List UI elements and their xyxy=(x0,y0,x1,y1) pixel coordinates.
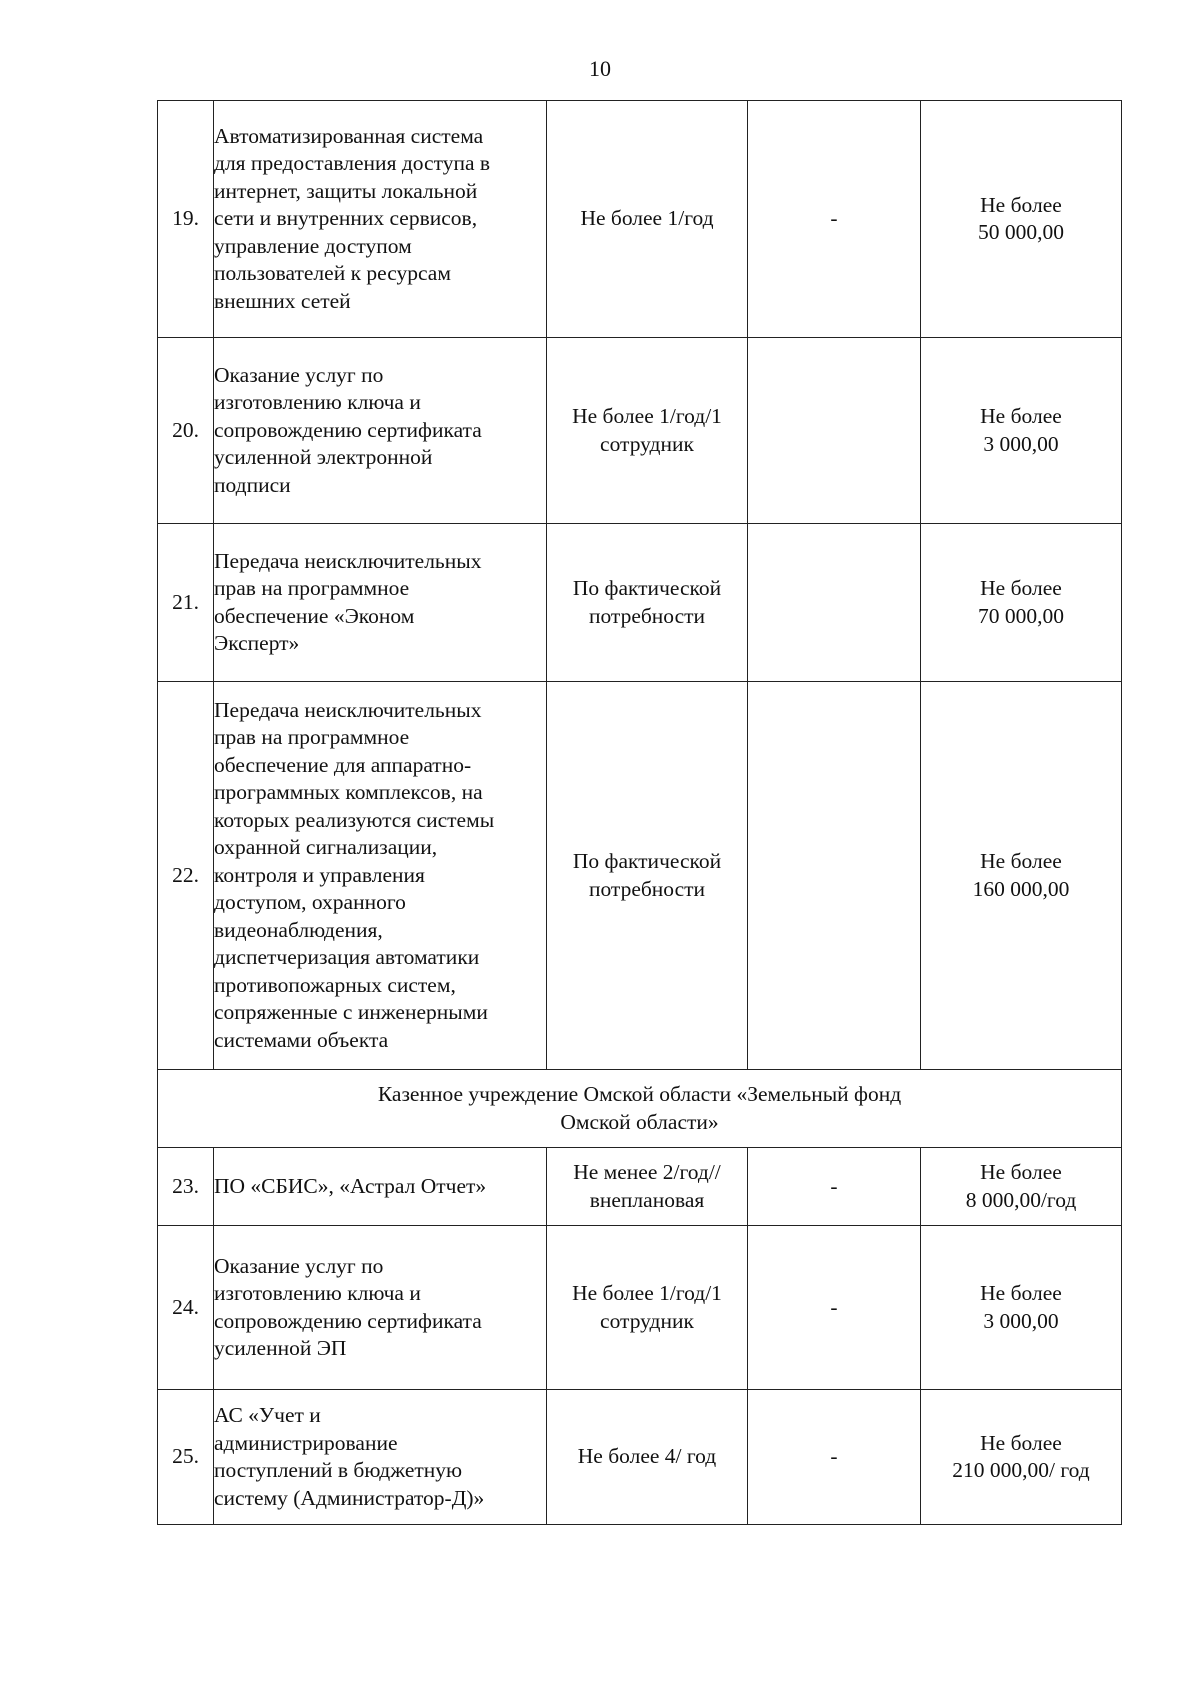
table-row xyxy=(158,524,1122,682)
table-row xyxy=(158,1390,1122,1525)
item-frequency: Не более 1/год/1 сотрудник xyxy=(547,1226,748,1390)
item-price: Не более 3 000,00 xyxy=(921,1226,1122,1390)
item-name: Передача неисключительных прав на программное обеспечение для аппаратно- программных комплексов, на которых реализуются системы охранной сигнализации, контроля и управления доступом, охранного видеонаблюдения, диспетчеризация автоматики противопожарных систем, сопряженные с инженерными системами объекта xyxy=(214,682,547,1070)
item-extra: - xyxy=(748,1226,921,1390)
row-number: 20. xyxy=(158,338,214,524)
item-frequency: Не более 1/год xyxy=(547,101,748,338)
item-frequency: Не более 1/год/1 сотрудник xyxy=(547,338,748,524)
section-title: Казенное учреждение Омской области «Земельный фонд Омской области» xyxy=(158,1070,1122,1148)
item-extra xyxy=(748,524,921,682)
item-price: Не более 3 000,00 xyxy=(921,338,1122,524)
row-number: 22. xyxy=(158,682,214,1070)
norms-table xyxy=(157,100,1122,1525)
table-row xyxy=(158,1226,1122,1390)
item-extra: - xyxy=(748,101,921,338)
table-row xyxy=(158,682,1122,1070)
page-number: 10 xyxy=(589,56,611,81)
item-price: Не более 8 000,00/год xyxy=(921,1148,1122,1226)
item-name: ПО «СБИС», «Астрал Отчет» xyxy=(214,1148,547,1226)
item-price: Не более 70 000,00 xyxy=(921,524,1122,682)
item-price: Не более 50 000,00 xyxy=(921,101,1122,338)
item-frequency: Не более 4/ год xyxy=(547,1390,748,1525)
section-header-row xyxy=(158,1070,1122,1148)
table-row xyxy=(158,1148,1122,1226)
row-number: 19. xyxy=(158,101,214,338)
item-extra xyxy=(748,338,921,524)
table-row xyxy=(158,338,1122,524)
item-extra: - xyxy=(748,1148,921,1226)
item-extra xyxy=(748,682,921,1070)
item-frequency: По фактической потребности xyxy=(547,682,748,1070)
item-name: Автоматизированная система для предоставления доступа в интернет, защиты локальной сети и внутренних сервисов, управление доступом пользователей к ресурсам внешних сетей xyxy=(214,101,547,338)
item-frequency: Не менее 2/год// внеплановая xyxy=(547,1148,748,1226)
item-name: АС «Учет и администрирование поступлений в бюджетную систему (Администратор-Д)» xyxy=(214,1390,547,1525)
row-number: 25. xyxy=(158,1390,214,1525)
table-row xyxy=(158,101,1122,338)
row-number: 24. xyxy=(158,1226,214,1390)
item-frequency: По фактической потребности xyxy=(547,524,748,682)
row-number: 21. xyxy=(158,524,214,682)
row-number: 23. xyxy=(158,1148,214,1226)
item-extra: - xyxy=(748,1390,921,1525)
item-name: Оказание услуг по изготовлению ключа и сопровождению сертификата усиленной электронной подписи xyxy=(214,338,547,524)
item-price: Не более 210 000,00/ год xyxy=(921,1390,1122,1525)
item-price: Не более 160 000,00 xyxy=(921,682,1122,1070)
item-name: Оказание услуг по изготовлению ключа и сопровождению сертификата усиленной ЭП xyxy=(214,1226,547,1390)
item-name: Передача неисключительных прав на программное обеспечение «Эконом Эксперт» xyxy=(214,524,547,682)
